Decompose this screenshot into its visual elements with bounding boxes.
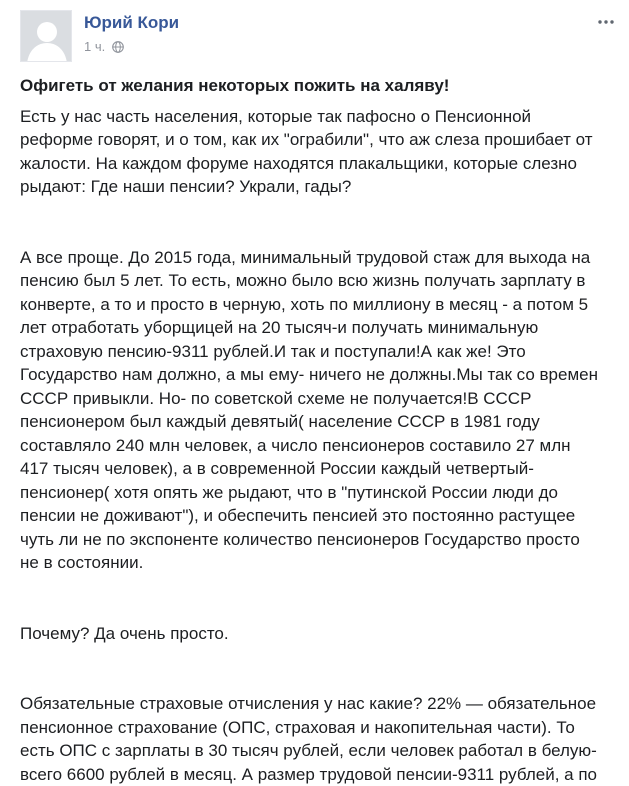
more-options-icon[interactable] [594, 12, 618, 32]
paragraph-spacer [20, 645, 620, 692]
post-paragraph-4: Обязательные страховые отчисления у нас какие? 22% — обязательное пенсионное страхование (ОПС, страховая и накопительная части). То есть ОПС с зарплаты в 30 тысяч рублей, если человек работал в белую- всего 6600 рублей в месяц. А размер трудовой пенсии-9311 рублей, а по [20, 694, 597, 784]
author-name[interactable]: Юрий Кори [84, 13, 180, 32]
globe-icon [112, 41, 124, 53]
post-title: Офигеть от желания некоторых пожить на халяву! [20, 76, 450, 95]
post-header [20, 10, 620, 62]
paragraph-spacer [20, 575, 620, 622]
post-paragraph-2: А все проще. До 2015 года, минимальный трудовой стаж для выхода на пенсию был 5 лет. То есть, можно было всю жизнь получать зарплату в конверте, а то и просто в черную, хоть по миллиону в месяц - а потом 5 лет отработать уборщицей на 20 тысяч-и получать минимальную страховую пенсию-9311 рублей.И так и поступали!А как же! Это Государство нам должно, а мы ему- ничего не должны.Мы так со времен СССР привыкли. Но- по советской схеме не получается!В СССР пенсионером был каждый девятый( население СССР в 1981 году составляло 240 млн человек, а число пенсионеров составило 27 млн 417 тысяч человек), а в современной России каждый четвертый- пенсионер( хотя опять же рыдают, что в "путинской России люди до пенсии не доживают"), и обеспечить пенсией это постоянно растущее чуть ли не по экспоненте количество пенсионеров Государство просто не в состоянии. [20, 247, 598, 572]
post-paragraph-3: Почему? Да очень просто. [20, 623, 229, 643]
post-meta [84, 39, 124, 54]
post-content [20, 74, 620, 786]
post-paragraph-1: Есть у нас часть населения, которые так пафосно о Пенсионной реформе говорят, и о том, как их "ограбили", что аж слеза прошибает от жалости. На каждом форуме находятся плакальщики, которые слезно рыдают: Где наши пенсии? Украли, гады? [20, 106, 593, 196]
post-timestamp[interactable]: 1 ч. [84, 39, 106, 54]
default-avatar-icon [21, 11, 72, 62]
author-avatar[interactable] [20, 10, 72, 62]
paragraph-spacer [20, 199, 620, 246]
